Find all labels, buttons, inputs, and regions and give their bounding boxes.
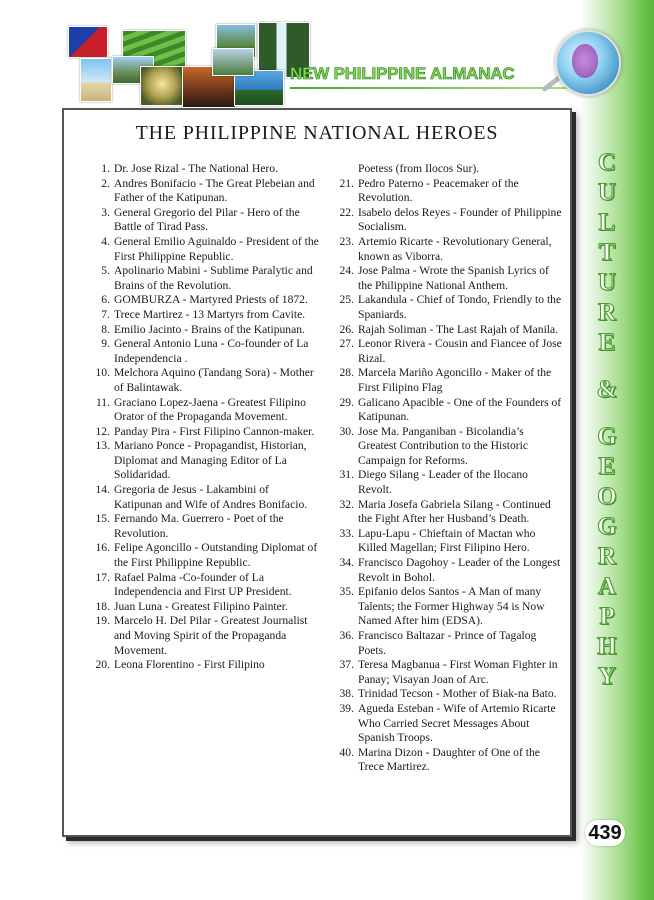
- side-letter-gap: [585, 405, 629, 422]
- list-item: [80, 293, 320, 308]
- side-letter: E: [598, 453, 616, 480]
- hero-text: Fernando Ma. Guerrero - Poet of the Revolution.: [114, 512, 284, 540]
- list-item: [324, 177, 564, 206]
- hero-text: Melchora Aquino (Tandang Sora) - Mother of Balintawak.: [114, 366, 314, 394]
- hero-number: 8.: [101, 322, 110, 336]
- list-item: [324, 396, 564, 425]
- hero-text: Rafael Palma -Co-founder of La Independencia and First UP President.: [114, 570, 292, 599]
- hero-text: Jose Palma - Wrote the Spanish Lyrics of the Philippine National Anthem.: [358, 264, 549, 292]
- hero-text: Apolinario Mabini - Sublime Paralytic and Brains of the Revolution.: [114, 264, 313, 292]
- hero-number: 20.: [95, 658, 110, 672]
- hero-text: General Gregorio del Pilar - Hero of the Battle of Tirad Pass.: [114, 205, 300, 234]
- list-item: [324, 206, 564, 235]
- hero-number: 22.: [339, 205, 354, 219]
- hero-number: 36.: [339, 629, 354, 642]
- hero-number: 27.: [339, 337, 354, 351]
- hero-text: Mariano Ponce - Propagandist, Historian, Diplomat and Managing Editor of La Solidaridad.: [114, 439, 307, 482]
- hero-text: Isabelo delos Reyes - Founder of Philippine Socialism.: [358, 205, 562, 234]
- list-item: [324, 585, 564, 629]
- list-item: [324, 687, 564, 702]
- hero-number: 31.: [339, 468, 354, 482]
- list-item: [324, 162, 564, 177]
- hero-text: Felipe Agoncillo - Outstanding Diplomat of the First Philippine Republic.: [114, 541, 318, 570]
- hero-text: Marina Dizon - Daughter of One of the Trece Martirez.: [358, 745, 540, 774]
- hero-number: 37.: [339, 658, 354, 672]
- side-letter: A: [597, 573, 617, 600]
- hero-number: 13.: [95, 439, 110, 453]
- hero-number: 21.: [339, 176, 354, 190]
- list-item: [80, 439, 320, 483]
- list-item: [80, 425, 320, 440]
- hero-text: GOMBURZA - Martyred Priests of 1872.: [114, 293, 308, 307]
- hero-number: 7.: [101, 307, 110, 321]
- hero-number: 15.: [95, 512, 110, 526]
- hero-text: Emilio Jacinto - Brains of the Katipunan.: [114, 322, 305, 336]
- list-item: [80, 658, 320, 673]
- hero-number: 28.: [339, 366, 354, 380]
- hero-text: General Antonio Luna - Co-founder of La Independencia .: [114, 337, 309, 365]
- list-item: [80, 614, 320, 658]
- hero-number: 39.: [339, 701, 354, 715]
- hero-text: Lapu-Lapu - Chieftain of Mactan who Killed Magellan; First Filipino Hero.: [358, 526, 536, 555]
- hero-text: Leona Florentino - First Filipino: [114, 658, 265, 672]
- hero-number: 16.: [95, 541, 110, 555]
- side-letter: C: [597, 149, 617, 176]
- list-item: [80, 483, 320, 512]
- list-item: [80, 308, 320, 323]
- hero-number: 11.: [95, 395, 110, 409]
- hero-text: Trece Martirez - 13 Martyrs from Cavite.: [114, 307, 306, 321]
- hero-text: Dr. Jose Rizal - The National Hero.: [114, 162, 278, 175]
- list-item: [324, 556, 564, 585]
- list-item: [80, 337, 320, 366]
- page-heading: THE PHILIPPINE NATIONAL HEROES: [135, 122, 499, 144]
- hero-number: 18.: [95, 599, 110, 613]
- list-item: [324, 468, 564, 497]
- hero-number: 33.: [339, 526, 354, 540]
- hero-number: 5.: [101, 264, 110, 278]
- side-letter: R: [597, 299, 617, 326]
- list-item: [80, 366, 320, 395]
- hero-number: 40.: [339, 745, 354, 759]
- hero-text-continued: Poetess (from Ilocos Sur).: [358, 162, 480, 175]
- side-letter: &: [596, 376, 618, 403]
- hero-number: 34.: [339, 556, 354, 570]
- hero-text: Panday Pira - First Filipino Cannon-maker.: [114, 424, 315, 438]
- list-item: [324, 658, 564, 687]
- hero-text: Diego Silang - Leader of the Ilocano Revolt.: [358, 468, 528, 497]
- list-item: [80, 323, 320, 338]
- list-item: [80, 571, 320, 600]
- hero-text: Leonor Rivera - Cousin and Fiancee of Jose Rizal.: [358, 337, 562, 365]
- hero-number: 6.: [101, 293, 110, 307]
- side-letter: O: [597, 483, 617, 510]
- hero-number: 3.: [101, 205, 110, 219]
- side-letter: Y: [597, 663, 617, 690]
- hero-number: 32.: [339, 497, 354, 511]
- hero-number: 14.: [95, 483, 110, 497]
- side-letter-gap: [585, 358, 629, 375]
- hero-text: Pedro Paterno - Peacemaker of the Revolution.: [358, 176, 519, 205]
- hero-text: Lakandula - Chief of Tondo, Friendly to the Spaniards.: [358, 293, 562, 321]
- list-item: [80, 162, 320, 177]
- side-letter: R: [597, 543, 617, 570]
- hero-text: Graciano Lopez-Jaena - Greatest Filipino Orator of the Propaganda Movement.: [114, 395, 306, 424]
- hero-text: Francisco Baltazar - Prince of Tagalog Poets.: [358, 629, 537, 657]
- list-item: [80, 235, 320, 264]
- hero-number: 9.: [101, 337, 110, 351]
- side-letter: G: [597, 423, 617, 450]
- list-item: [80, 206, 320, 235]
- hero-text: Agueda Esteban - Wife of Artemio Ricarte Who Carried Secret Messages About Spanish Troops.: [358, 701, 556, 745]
- hero-number: 26.: [339, 322, 354, 336]
- flag-photo: [68, 26, 108, 58]
- hero-text: Marcela Mariño Agoncillo - Maker of the First Filipino Flag: [358, 366, 552, 394]
- side-letter: U: [597, 269, 617, 296]
- hero-text: Trinidad Tecson - Mother of Biak-na Bato.: [358, 687, 557, 701]
- beach-photo: [80, 58, 112, 102]
- hero-number: 1.: [101, 162, 110, 175]
- fruit-photo: [140, 66, 184, 106]
- hero-text: Teresa Magbanua - First Woman Fighter in Panay; Visayan Joan of Arc.: [358, 658, 558, 686]
- hero-text: Rajah Soliman - The Last Rajah of Manila.: [358, 322, 559, 336]
- side-letter: U: [597, 179, 617, 206]
- list-item: [324, 702, 564, 746]
- hero-text: General Emilio Aguinaldo - President of the First Philippine Republic.: [114, 234, 319, 263]
- hero-text: Maria Josefa Gabriela Silang - Continued the Fight After her Husband’s Death.: [358, 497, 551, 526]
- hero-text: Galicano Apacible - One of the Founders of Katipunan.: [358, 395, 562, 424]
- list-item: [80, 541, 320, 570]
- hero-text: Epifanio delos Santos - A Man of many Talents; the Former Highway 54 is Now Named After him (EDSA).: [358, 585, 545, 628]
- list-item: [324, 323, 564, 338]
- almanac-title: NEW PHILIPPINE ALMANAC: [290, 64, 515, 83]
- list-item: [80, 396, 320, 425]
- hero-number: 30.: [339, 424, 354, 438]
- hero-number: 35.: [339, 585, 354, 599]
- hero-number: 38.: [339, 687, 354, 701]
- list-item: [324, 235, 564, 264]
- list-item: [324, 264, 564, 293]
- hero-text: Francisco Dagohoy - Leader of the Longest Revolt in Bohol.: [358, 556, 561, 584]
- list-item: [324, 425, 564, 469]
- list-item: [324, 629, 564, 658]
- hero-text: Artemio Ricarte - Revolutionary General, known as Viborra.: [358, 234, 552, 263]
- section-vertical-label: [585, 148, 629, 692]
- list-item: [80, 600, 320, 615]
- heroes-list-left: [80, 162, 320, 673]
- hero-number: 2.: [101, 176, 110, 190]
- heroes-panel: [62, 108, 572, 837]
- list-item: [324, 746, 564, 775]
- title-underline: [290, 87, 575, 89]
- hero-text: Andres Bonifacio - The Great Plebeian and Father of the Katipunan.: [114, 176, 315, 205]
- list-item: [80, 177, 320, 206]
- hero-text: Gregoria de Jesus - Lakambini of Katipunan and Wife of Andres Bonifacio.: [114, 483, 308, 511]
- side-letter: T: [598, 239, 616, 266]
- list-item: [324, 498, 564, 527]
- hero-number: 24.: [339, 264, 354, 278]
- hero-number: 17.: [95, 570, 110, 584]
- list-item: [80, 264, 320, 293]
- hero-number: 12.: [95, 424, 110, 438]
- page-number: 439: [585, 820, 625, 846]
- list-item: [80, 512, 320, 541]
- heroes-list-right: [324, 162, 564, 775]
- hero-number: 19.: [95, 614, 110, 628]
- hero-text: Jose Ma. Panganiban - Bicolandia’s Greatest Contribution to the Historic Campaign for Reforms.: [358, 424, 529, 467]
- side-letter: H: [597, 633, 617, 660]
- hero-number: 23.: [339, 234, 354, 248]
- philippines-map-icon: [572, 44, 598, 78]
- list-item: [324, 293, 564, 322]
- side-letter: G: [597, 513, 617, 540]
- hero-text: Marcelo H. Del Pilar - Greatest Journalist and Moving Spirit of the Propaganda Movement.: [114, 614, 308, 657]
- side-letter: P: [599, 603, 615, 630]
- hero-number: 10.: [95, 366, 110, 380]
- side-letter: E: [598, 329, 616, 356]
- side-letter: L: [598, 209, 616, 236]
- list-item: [324, 337, 564, 366]
- hero-number: 29.: [339, 395, 354, 409]
- hero-text: Juan Luna - Greatest Filipino Painter.: [114, 599, 288, 613]
- hero-number: 25.: [339, 293, 354, 307]
- hero-number: 4.: [101, 234, 110, 248]
- trees-photo: [212, 48, 254, 76]
- list-item: [324, 527, 564, 556]
- list-item: [324, 366, 564, 395]
